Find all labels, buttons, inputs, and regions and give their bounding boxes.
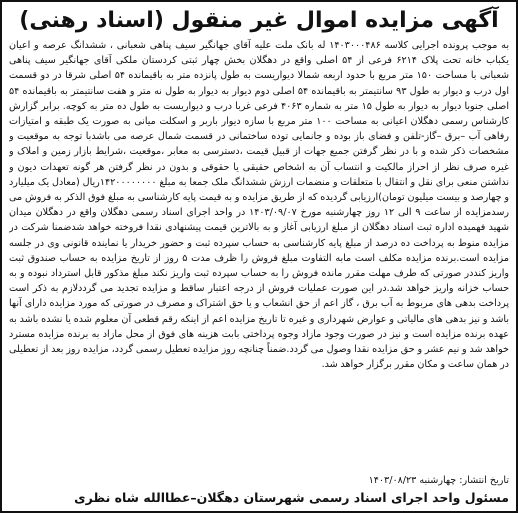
- notice-title: آگهی مزایده اموال غیر منقول (اسناد رهنی): [19, 8, 499, 33]
- notice-body: به موجب پرونده اجرایی کلاسه ۱۴۰۳۰۰۰۴۸۶ له بانک ملت علیه آقای جهانگیر سیف پناهی شعبانی ، ششدانگ عرصه و اعیان یکباب خانه تحت پلاک ۶۲۱۴ فرعی از ۵۴ اصلی واقع در دهگلان بخش چهار ثبتی کردستان ملکی آقای جهانگیر سیف پناهی شعبانی با مساحت ۱۵۰ متر مربع با حدود اربعه شمالا دیواریست به طول پانزده متر به باقیمانده ۵۴ اصلی شرقا در دو قسمت اول درب و دیوار به طول ۹۳ سانتیمتر به باقیمانده ۵۴ اصلی دوم دیوار به دیوار به طول نه متر و هفت سانتیمتر به باقیمانده ۵۴ اصلی جنوبا دیوار به دیوار به طول ۱۵ متر به شماره ۴۰۶۳ فرعی غربا درب و دیواریست به طول ده متر به کوچه. برابر گزارش کارشناس رسمی دهگلان اعیانی به مساحت ۱۰۰ متر مربع با سازه دیوار باربر و اسکلت میانی به صورت یک طبقه و امتیازات رفاهی آب –برق –گاز-تلفن و فضای باز بوده و جانمایی توده ساختمانی در قسمت شمال عرصه می باشدبا توجه به موقعیت و مشخصات ذکر شده و با در نظر گرفتن جمیع جهات از قبیل قیمت ،دسترسی به معابر ،موقعیت ،شرایط بازار زمین و املاک و غیره صرف نظر از احراز مالکیت و انتساب آن به اشخاص حقیقی یا حقوقی و بدون در نظر گرفتن هر گونه تعهدات دیون و نداشتن منعی برای نقل و انتقال با متعلقات و منضمات ارزش ششدانگ ملک جمعا به مبلغ ۱۴۲۰۰۰۰۰۰۰۰ریال (معادل یک میلیارد و چهارصد و بیست میلیون تومان)ارزیابی گردیده که از طریق مزایده و به قیمت پایه کارشناسی به مبلغ فوق الذکر به فروش می رسدمزایده از ساعت ۹ الی ۱۲ روز چهارشنبه مورخ ۱۴۰۳/۰۹/۰۷ در واحد اجرای اسناد رسمی دهگلان واقع در دهگلان میدان شهید فهمیده اداره ثبت اسناد دهگلان از مبلغ ارزیابی آغاز و به بالاترین قیمت پیشنهادی نقدا فروخته خواهد شدضمنا شرکت در مزایده منوط به پرداخت ده درصد از مبلغ پایه کارشناسی به حساب سپرده ثبت و حضور خریدار یا نماینده قانونی وی در جلسه مزایده است.برنده مزایده مکلف است مابه التفاوت مبلغ فروش را ظرف مدت ۵ روز از تاریخ مزایده به حساب صندوق ثبت واریز کنددر صورتی که طرف مهلت مقرر مانده فروش را به حساب سپرده ثبت واریز نکند مبلغ مذکور قابل استرداد نبوده و به حساب خزانه واریز خواهد شد.در این صورت عملیات فروش از درجه اعتبار ساقط و مزایده تجدید می گرددلازم به ذکر است پرداخت بدهی های مربوط به آب برق ، گاز اعم از حق انشعاب و یا حق اشتراک و مصرف در صورتی که مورد مزایده دارای آنها باشد و نیز بدهی های مالیاتی و عوارض شهرداری و غیره تا تاریخ مزایده اعم از اینکه رقم قطعی آن معلوم شده یا نشده باشد به عهده برنده مزایده است و نیز در صورت وجود مازاد وجوه پرداختی بابت هزینه های فوق از محل مازاد به برنده مزایده مسترد خواهد شد و نیم عشر و حق مزایده نقدا وصول می گردد.ضمناً چنانچه روز مزایده تعطیل رسمی گردد، مزایده روز بعد از تعطیلی در همان ساعت و مکان مقرر برگزار خواهد شد.: [9, 40, 509, 371]
- signature-line: مسئول واحد اجرای اسناد رسمی شهرستان دهگلان–عطاالله شاه نظری: [74, 490, 509, 505]
- publication-date: تاریخ انتشار: چهارشنبه ۱۴۰۳/۰۸/۲۳: [368, 475, 509, 486]
